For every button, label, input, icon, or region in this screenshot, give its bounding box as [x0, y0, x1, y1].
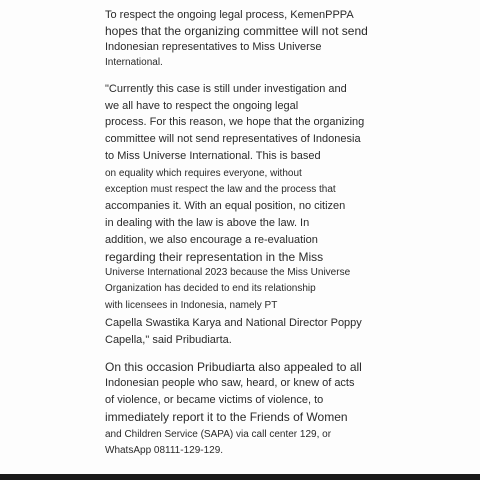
text-line: addition, we also encourage a re-evaluation	[105, 234, 318, 246]
text-line: Capella," said Pribudiarta.	[105, 334, 232, 346]
text-line: Universe International 2023 because the Miss Universe	[105, 267, 351, 278]
text-line: WhatsApp 08111-129-129.	[105, 445, 224, 456]
text-line: To respect the ongoing legal process, KemenPPPA	[105, 9, 354, 21]
text-line: we all have to respect the ongoing legal	[105, 100, 299, 112]
bottom-edge-bar	[0, 474, 480, 480]
text-line: immediately report it to the Friends of Women	[105, 410, 348, 424]
text-line: on equality which requires everyone, without	[105, 168, 302, 179]
text-line: "Currently this case is still under investigation and	[105, 83, 347, 95]
text-line: and Children Service (SAPA) via call center 129, or	[105, 429, 332, 440]
text-line: committee will not send representatives of Indonesia	[105, 133, 361, 145]
text-line: Indonesian people who saw, heard, or knew of acts	[105, 377, 355, 389]
text-line: Capella Swastika Karya and National Director Poppy	[105, 317, 362, 329]
text-line: hopes that the organizing committee will not send	[105, 24, 368, 38]
text-line: exception must respect the law and the process that	[105, 184, 336, 195]
text-line: Indonesian representatives to Miss Universe	[105, 41, 322, 53]
text-line: On this occasion Pribudiarta also appealed to all	[105, 360, 362, 374]
text-line: regarding their representation in the Miss	[105, 250, 324, 264]
text-line: with licensees in Indonesia, namely PT	[105, 300, 278, 311]
text-line: to Miss Universe International. This is based	[105, 150, 321, 162]
text-line: International.	[105, 57, 163, 68]
text-line: process. For this reason, we hope that the organizing	[105, 116, 365, 128]
text-line: Organization has decided to end its relationship	[105, 283, 316, 294]
text-line: accompanies it. With an equal position, no citizen	[105, 200, 346, 212]
text-line: of violence, or became victims of violence, to	[105, 394, 324, 406]
text-line: in dealing with the law is above the law. In	[105, 217, 310, 229]
